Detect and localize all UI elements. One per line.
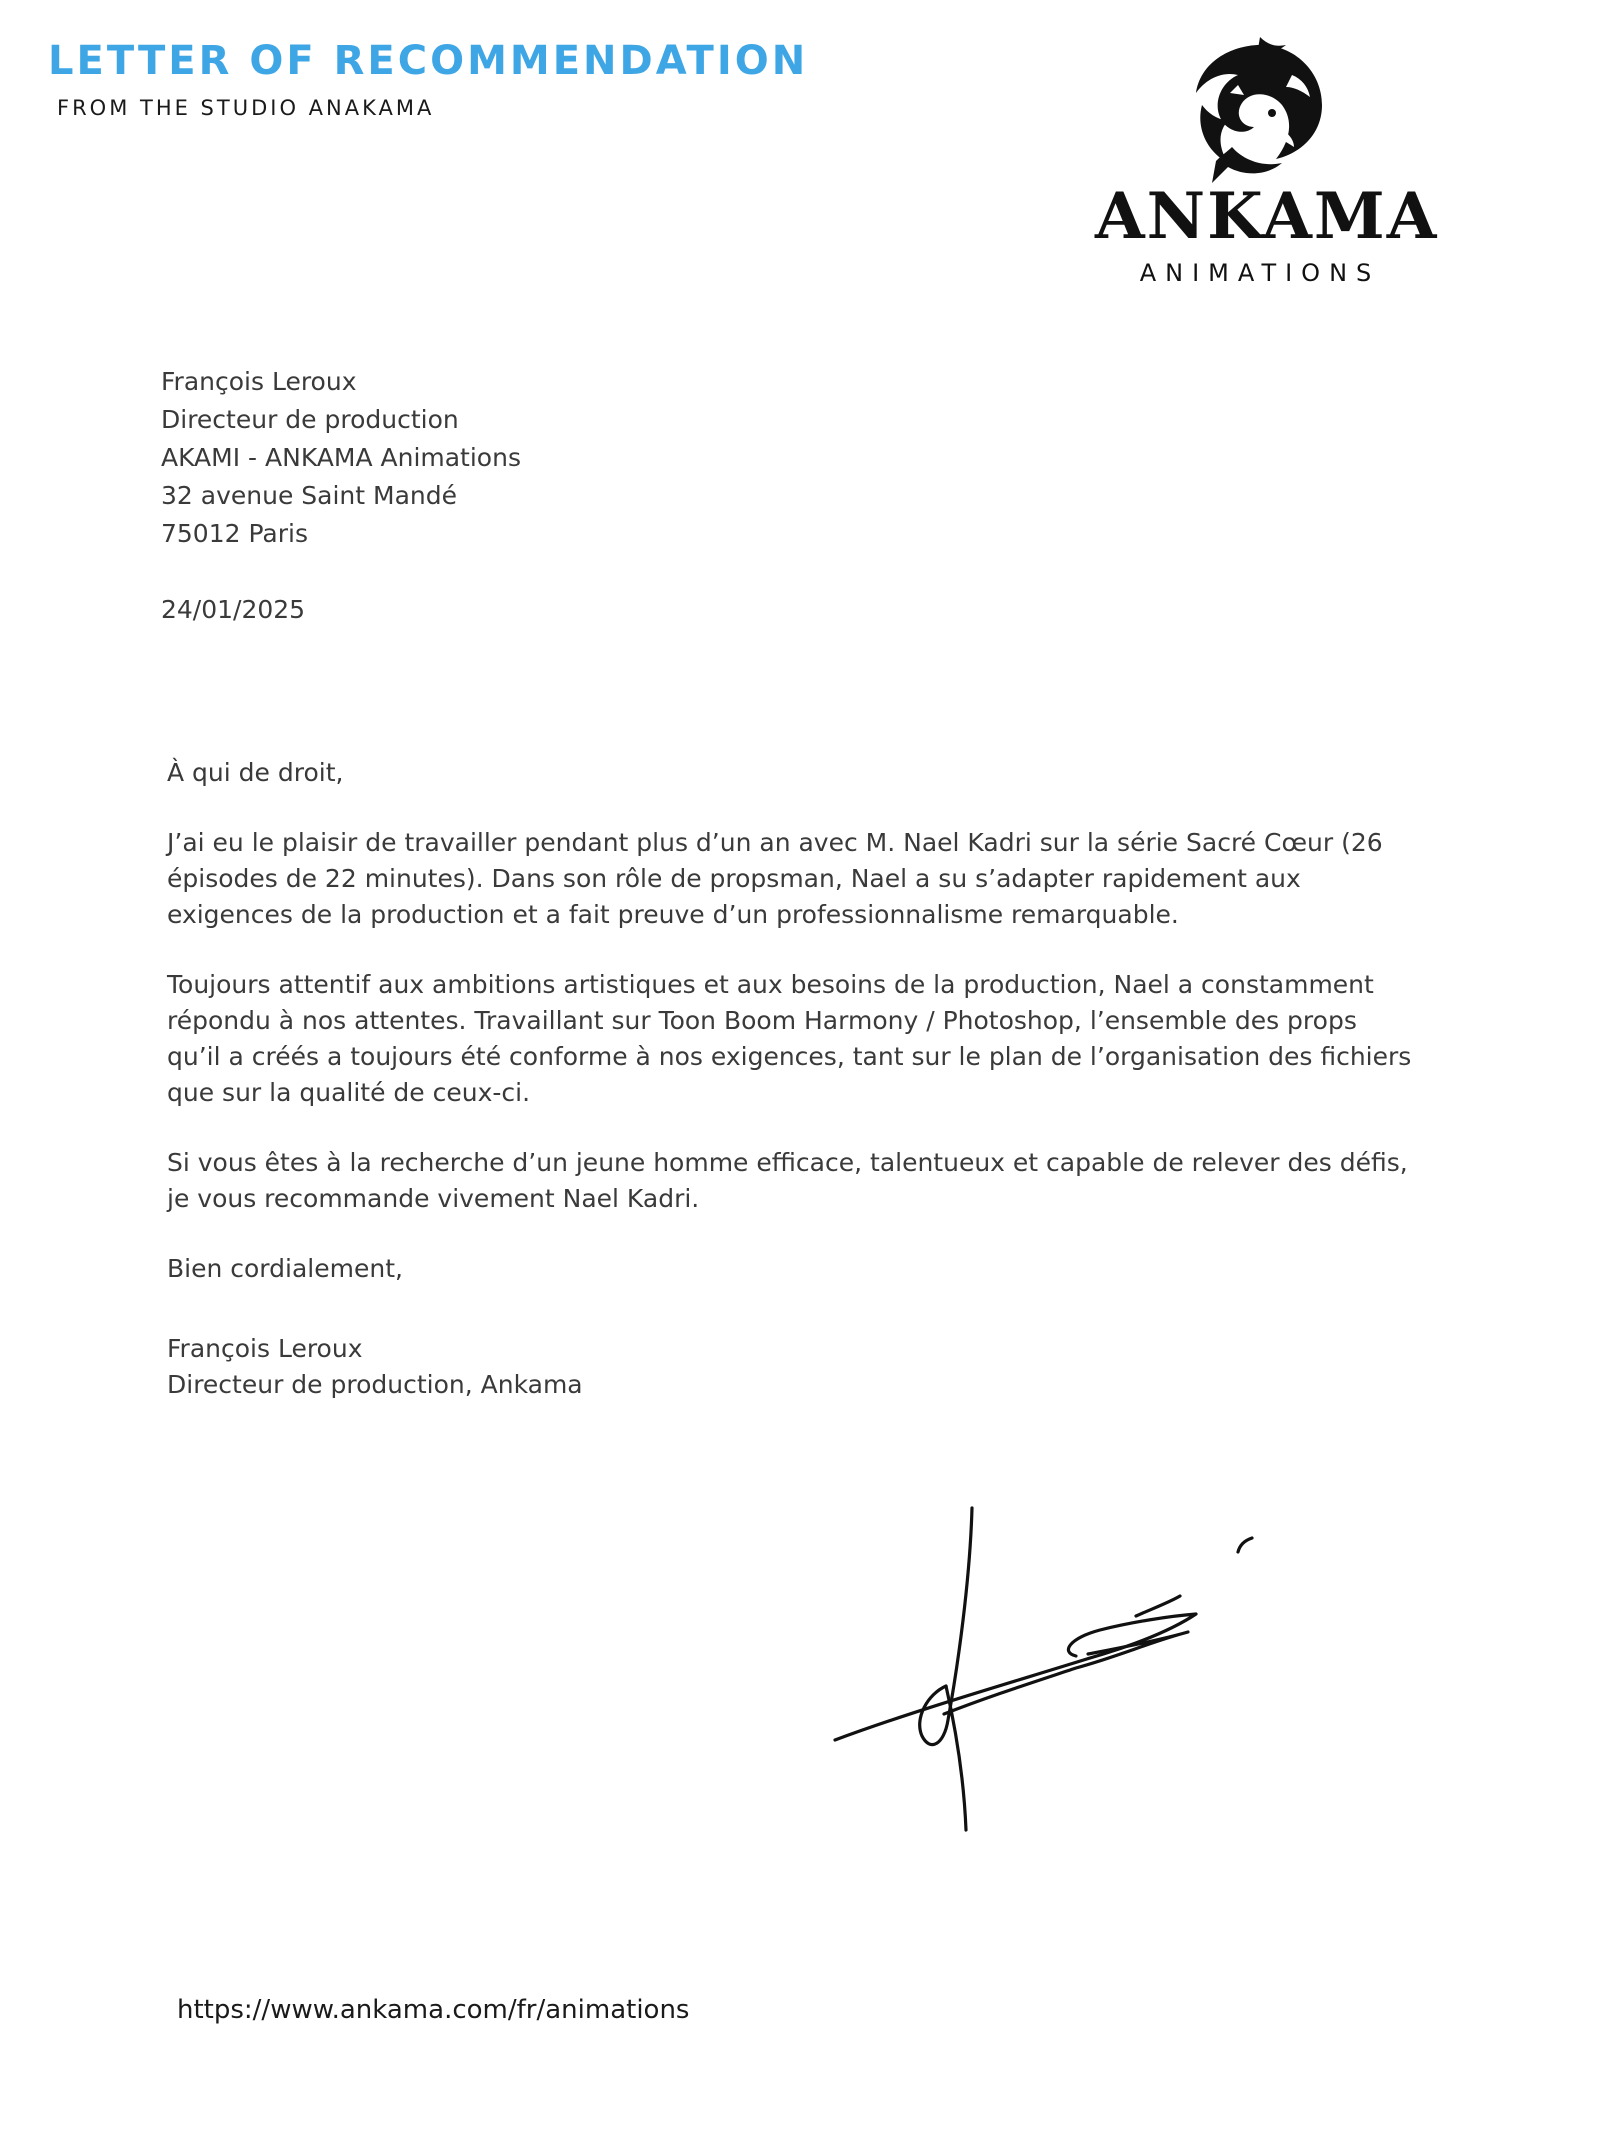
signer-block — [167, 1331, 1367, 1403]
sender-street: 32 avenue Saint Mandé — [161, 481, 457, 510]
signer-title: Directeur de production, Ankama — [167, 1370, 583, 1399]
handwritten-signature — [820, 1490, 1290, 1840]
sender-company: AKAMI - ANKAMA Animations — [161, 443, 521, 472]
paragraph-3 — [167, 1145, 1408, 1217]
sender-name: François Leroux — [161, 367, 357, 396]
letter-date: 24/01/2025 — [161, 595, 306, 624]
paragraph-line: que sur la qualité de ceux-ci. — [167, 1078, 531, 1107]
paragraph-line: Toujours attentif aux ambitions artistiques et aux besoins de la production, Nael a constamment — [167, 970, 1374, 999]
paragraph-line: J’ai eu le plaisir de travailler pendant plus d’un an avec M. Nael Kadri sur la série Sacré Cœur (26 — [167, 828, 1383, 857]
sender-title: Directeur de production — [161, 405, 459, 434]
salutation-text: À qui de droit, — [167, 758, 344, 787]
ankama-emblem-icon — [1172, 35, 1342, 185]
letter-subheading: FROM THE STUDIO ANAKAMA — [57, 96, 435, 120]
paragraph-1 — [167, 825, 1383, 933]
paragraph-line: épisodes de 22 minutes). Dans son rôle de propsman, Nael a su s’adapter rapidement aux — [167, 864, 1301, 893]
paragraph-line: Si vous êtes à la recherche d’un jeune homme efficace, talentueux et capable de relever des défis, — [167, 1148, 1408, 1177]
sender-city: 75012 Paris — [161, 519, 308, 548]
ankama-logo — [1095, 35, 1439, 300]
signer-name: François Leroux — [167, 1334, 363, 1363]
logo-wordmark: ANKAMA — [1095, 179, 1439, 254]
closing — [167, 1251, 1367, 1287]
letter-body — [167, 755, 1412, 1437]
footer-url-link[interactable]: https://www.ankama.com/fr/animations — [177, 1995, 690, 2025]
paragraph-line: qu’il a créés a toujours été conforme à nos exigences, tant sur le plan de l’organisation des fichiers — [167, 1042, 1412, 1071]
closing-text: Bien cordialement, — [167, 1254, 403, 1283]
paragraph-line: exigences de la production et a fait preuve d’un professionnalisme remarquable. — [167, 900, 1179, 929]
paragraph-line: je vous recommande vivement Nael Kadri. — [167, 1184, 700, 1213]
sender-address — [161, 363, 521, 553]
salutation — [167, 755, 1367, 791]
letter-heading: LETTER OF RECOMMENDATION — [48, 38, 809, 84]
logo-submark: ANIMATIONS — [1139, 259, 1381, 287]
paragraph-2 — [167, 967, 1412, 1111]
paragraph-line: répondu à nos attentes. Travaillant sur Toon Boom Harmony / Photoshop, l’ensemble des props — [167, 1006, 1357, 1035]
